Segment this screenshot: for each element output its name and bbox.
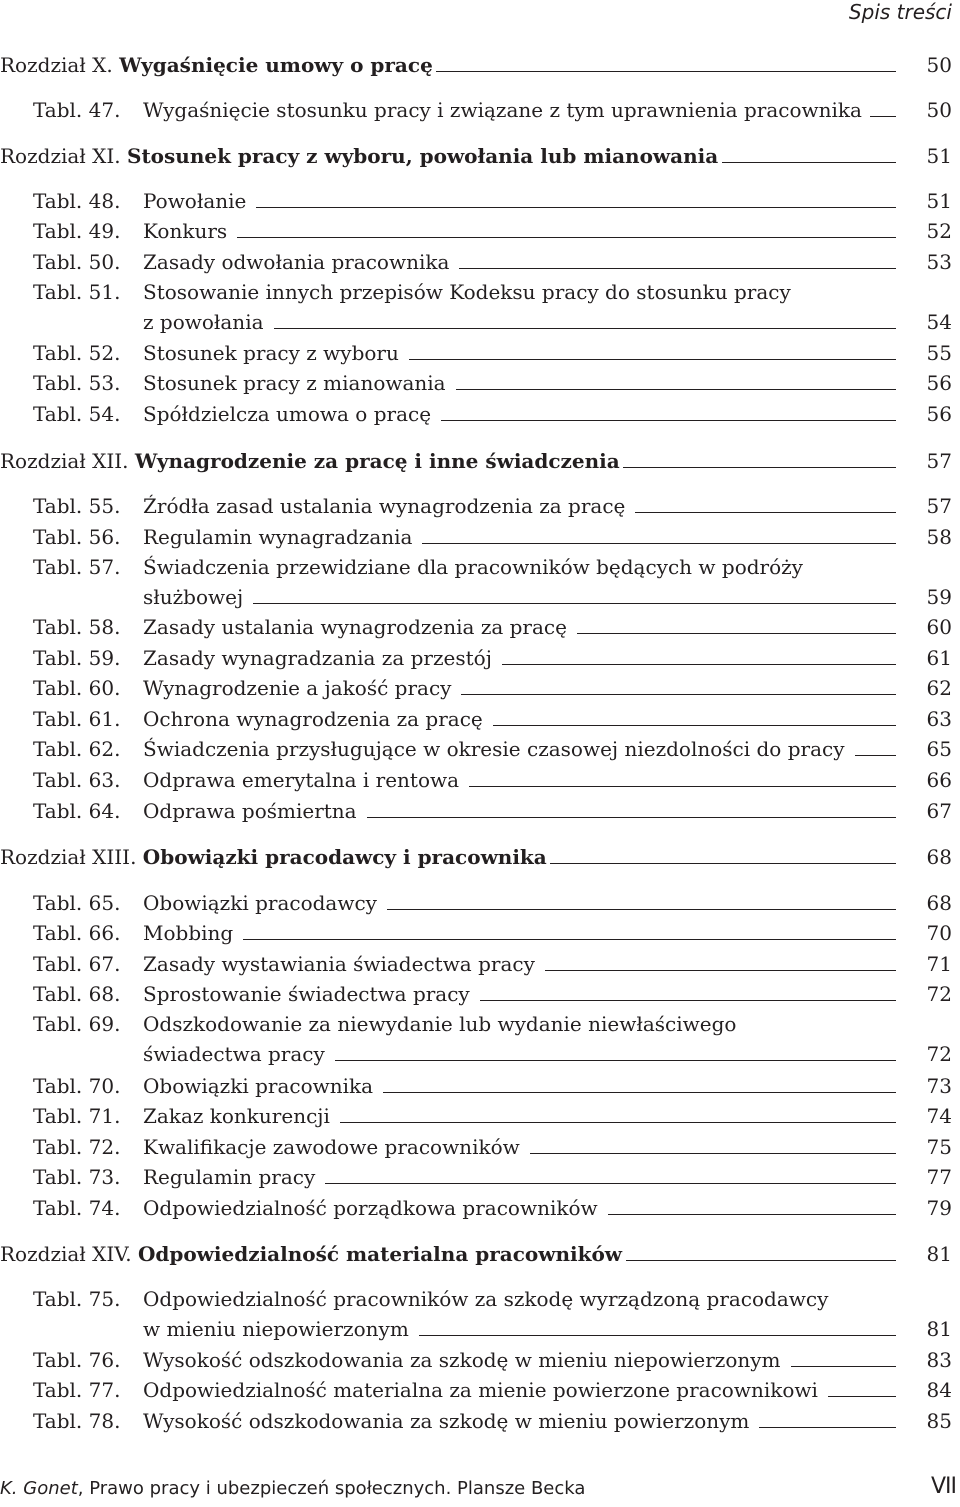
leader-line [387,909,896,910]
leader-line [237,237,896,238]
leader-line [461,694,896,695]
toc-entry[interactable] [0,1345,952,1375]
chapter-entry[interactable] [0,446,952,476]
toc-entry[interactable] [0,338,952,368]
chapter-label: Rozdział XII. [0,449,129,473]
leader-line [436,71,896,72]
page-number-ref: 75 [926,1135,952,1159]
page-footer [0,1474,960,1506]
page-number-ref: 72 [926,1042,952,1066]
toc-entry[interactable] [0,1375,952,1405]
entry-title: w mieniu niepowierzonym [143,1317,409,1341]
entry-title: Konkurs [143,219,228,243]
entry-title: Odszkodowanie za niewydanie lub wydanie niewłaściwego [143,1012,737,1036]
entry-title: Stosunek pracy z wyboru [143,341,399,365]
toc-entry[interactable] [0,796,952,826]
entry-title: świadectwa pracy [143,1042,325,1066]
table-label: Tabl. 71. [33,1104,121,1128]
table-label: Tabl. 67. [33,952,121,976]
entry-title: Świadczenia przysługujące w okresie czasowej niezdolności do pracy [143,737,845,761]
table-label: Tabl. 56. [33,525,121,549]
toc-entry[interactable] [0,552,952,582]
entry-title: Odpowiedzialność porządkowa pracowników [143,1196,598,1220]
leader-line [623,467,896,468]
running-header: Spis treści [848,0,952,24]
page-number-ref: 56 [926,371,952,395]
toc-entry[interactable] [0,734,952,764]
page-number-ref: 53 [926,250,952,274]
entry-title: Świadczenia przewidziane dla pracowników będących w podróży [143,555,803,579]
page-number-ref: 79 [926,1196,952,1220]
toc-entry[interactable] [0,704,952,734]
table-label: Tabl. 57. [33,555,121,579]
entry-title: Obowiązki pracownika [143,1074,374,1098]
entry-title: Stosowanie innych przepisów Kodeksu pracy do stosunku pracy [143,280,791,304]
leader-line [441,420,896,421]
chapter-label: Rozdział XIV. [0,1242,132,1266]
toc-entry[interactable] [0,522,952,552]
entry-title: Wygaśnięcie stosunku pracy i związane z tym uprawnienia pracownika [143,98,862,122]
page-number-ref: 66 [926,768,952,792]
entry-title: Zakaz konkurencji [143,1104,330,1128]
table-label: Tabl. 72. [33,1135,121,1159]
entry-title: Sprostowanie świadectwa pracy [143,982,470,1006]
leader-line [340,1122,896,1123]
entry-title: Regulamin wynagradzania [143,525,413,549]
chapter-label: Rozdział X. [0,53,113,77]
entry-title: Zasady wynagradzania za przestój [143,646,492,670]
footer-citation [0,1478,585,1499]
footer-book-title: , Prawo pracy i ubezpieczeń społecznych. Plansze Becka [77,1478,586,1499]
page-number-ref: 57 [926,494,952,518]
page-number-ref: 68 [926,891,952,915]
leader-line [550,863,896,864]
toc-entry[interactable] [0,1406,952,1436]
page-number-ref: 54 [926,310,952,334]
toc-entry[interactable] [0,1101,952,1131]
table-label: Tabl. 69. [33,1012,121,1036]
toc-entry[interactable] [0,918,952,948]
leader-line [759,1427,896,1428]
leader-line [409,359,896,360]
page-number-ref: 81 [926,1242,952,1266]
table-label: Tabl. 52. [33,341,121,365]
leader-line [419,1335,896,1336]
table-label: Tabl. 73. [33,1165,121,1189]
chapter-title: Wygaśnięcie umowy o pracę [119,53,433,77]
toc-entry[interactable] [0,582,952,612]
leader-line [253,603,896,604]
page-number-ref: 84 [926,1378,952,1402]
table-label: Tabl. 53. [33,371,121,395]
leader-line [545,970,896,971]
page-number-ref: 77 [926,1165,952,1189]
toc-entry[interactable] [0,979,952,1009]
page-number-ref: 51 [926,144,952,168]
page-number-ref: 55 [926,341,952,365]
page-number-ref: 60 [926,615,952,639]
entry-title: Obowiązki pracodawcy [143,891,377,915]
entry-title: Regulamin pracy [143,1165,316,1189]
page-number-ref: 51 [926,189,952,213]
toc-entry[interactable] [0,399,952,429]
chapter-title: Obowiązki pracodawcy i pracownika [142,845,547,869]
entry-title: Stosunek pracy z mianowania [143,371,446,395]
leader-line [828,1396,896,1397]
page-number-ref: 68 [926,845,952,869]
page-number-ref: 56 [926,402,952,426]
toc-entry[interactable] [0,765,952,795]
entry-title: Odprawa pośmiertna [143,799,357,823]
entry-title: Spółdzielcza umowa o pracę [143,402,432,426]
table-label: Tabl. 62. [33,737,121,761]
toc-entry[interactable] [0,1071,952,1101]
page-number-ref: 72 [926,982,952,1006]
page-number-ref: 61 [926,646,952,670]
entry-title: Odprawa emerytalna i rentowa [143,768,460,792]
toc-entry[interactable] [0,673,952,703]
entry-title: z powołania [143,310,264,334]
entry-title: Wynagrodzenie a jakość pracy [143,676,452,700]
table-label: Tabl. 70. [33,1074,121,1098]
toc-entry[interactable] [0,1009,952,1039]
page-number-ref: 85 [926,1409,952,1433]
leader-line [608,1214,896,1215]
toc-entry[interactable] [0,888,952,918]
table-label: Tabl. 48. [33,189,121,213]
leader-line [502,664,896,665]
toc-entry[interactable] [0,95,952,125]
leader-line [459,268,896,269]
entry-title: Mobbing [143,921,234,945]
toc-entry[interactable] [0,1132,952,1162]
footer-author: K. Gonet [0,1478,78,1499]
entry-title: Zasady ustalania wynagrodzenia za pracę [143,615,567,639]
entry-title: służbowej [143,585,244,609]
page-number-ref: 81 [926,1317,952,1341]
leader-line [626,1260,896,1261]
leader-line [493,725,896,726]
leader-line [367,817,896,818]
toc-entry[interactable] [0,1284,952,1314]
chapter-entry[interactable] [0,141,952,171]
toc-entry[interactable] [0,612,952,642]
entry-title: Zasady odwołania pracownika [143,250,450,274]
leader-line [791,1366,896,1367]
table-label: Tabl. 47. [33,98,121,122]
chapter-title: Stosunek pracy z wyboru, powołania lub mianowania [127,144,719,168]
leader-line [635,512,896,513]
entry-title: Wysokość odszkodowania za szkodę w mieniu niepowierzonym [143,1348,781,1372]
table-label: Tabl. 74. [33,1196,121,1220]
entry-title: Odpowiedzialność materialna za mienie powierzone pracownikowi [143,1378,818,1402]
table-label: Tabl. 65. [33,891,121,915]
table-label: Tabl. 49. [33,219,121,243]
leader-line [256,207,896,208]
page-number-ref: 83 [926,1348,952,1372]
leader-line [335,1060,896,1061]
table-label: Tabl. 64. [33,799,121,823]
page-number-ref: 67 [926,799,952,823]
entry-title: Wysokość odszkodowania za szkodę w mieniu powierzonym [143,1409,750,1433]
table-label: Tabl. 59. [33,646,121,670]
toc-entry[interactable] [0,643,952,673]
chapter-entry[interactable] [0,50,952,80]
toc-entry[interactable] [0,1193,952,1223]
leader-line [722,162,896,163]
page-number-ref: 52 [926,219,952,243]
chapter-label: Rozdział XI. [0,144,121,168]
page-number-ref: 62 [926,676,952,700]
leader-line [577,633,896,634]
table-label: Tabl. 63. [33,768,121,792]
table-label: Tabl. 68. [33,982,121,1006]
entry-title: Odpowiedzialność pracowników za szkodę wyrządzoną pracodawcy [143,1287,829,1311]
page-number-ref: 63 [926,707,952,731]
leader-line [325,1183,896,1184]
chapter-entry[interactable] [0,842,952,872]
leader-line [530,1153,896,1154]
leader-line [469,786,896,787]
page-number-ref: 71 [926,952,952,976]
chapter-title: Odpowiedzialność materialna pracowników [137,1242,623,1266]
toc-entry[interactable] [0,216,952,246]
entry-title: Kwalifikacje zawodowe pracowników [143,1135,520,1159]
page-number-ref: 58 [926,525,952,549]
table-label: Tabl. 60. [33,676,121,700]
page-number-ref: 74 [926,1104,952,1128]
chapter-entry[interactable] [0,1239,952,1269]
page-number-ref: 65 [926,737,952,761]
leader-line [274,328,896,329]
table-label: Tabl. 61. [33,707,121,731]
table-label: Tabl. 66. [33,921,121,945]
toc-entry[interactable] [0,277,952,307]
table-label: Tabl. 76. [33,1348,121,1372]
toc-entry[interactable] [0,1039,952,1069]
page-number-ref: 50 [926,98,952,122]
leader-line [243,939,896,940]
toc-entry[interactable] [0,1162,952,1192]
leader-line [855,755,897,756]
toc-entry[interactable] [0,949,952,979]
entry-title: Ochrona wynagrodzenia za pracę [143,707,483,731]
table-label: Tabl. 54. [33,402,121,426]
entry-title: Powołanie [143,189,247,213]
table-label: Tabl. 55. [33,494,121,518]
leader-line [480,1000,896,1001]
table-label: Tabl. 77. [33,1378,121,1402]
entry-title: Źródła zasad ustalania wynagrodzenia za pracę [143,494,626,518]
leader-line [456,389,896,390]
page-number-ref: 73 [926,1074,952,1098]
toc-entry[interactable] [0,247,952,277]
leader-line [422,543,896,544]
table-label: Tabl. 50. [33,250,121,274]
chapter-title: Wynagrodzenie za pracę i inne świadczenia [134,449,620,473]
leader-line [383,1092,896,1093]
toc-entry[interactable] [0,368,952,398]
leader-line [870,116,896,117]
table-label: Tabl. 51. [33,280,121,304]
table-label: Tabl. 58. [33,615,121,639]
page-number-ref: 59 [926,585,952,609]
table-label: Tabl. 75. [33,1287,121,1311]
page-number-ref: 57 [926,449,952,473]
chapter-label: Rozdział XIII. [0,845,137,869]
page-number-ref: 70 [926,921,952,945]
toc-entry[interactable] [0,186,952,216]
toc-entry[interactable] [0,307,952,337]
toc-entry[interactable] [0,1314,952,1344]
table-label: Tabl. 78. [33,1409,121,1433]
page-number-ref: 50 [926,53,952,77]
page-number: VII [930,1474,956,1499]
entry-title: Zasady wystawiania świadectwa pracy [143,952,535,976]
toc-entry[interactable] [0,491,952,521]
